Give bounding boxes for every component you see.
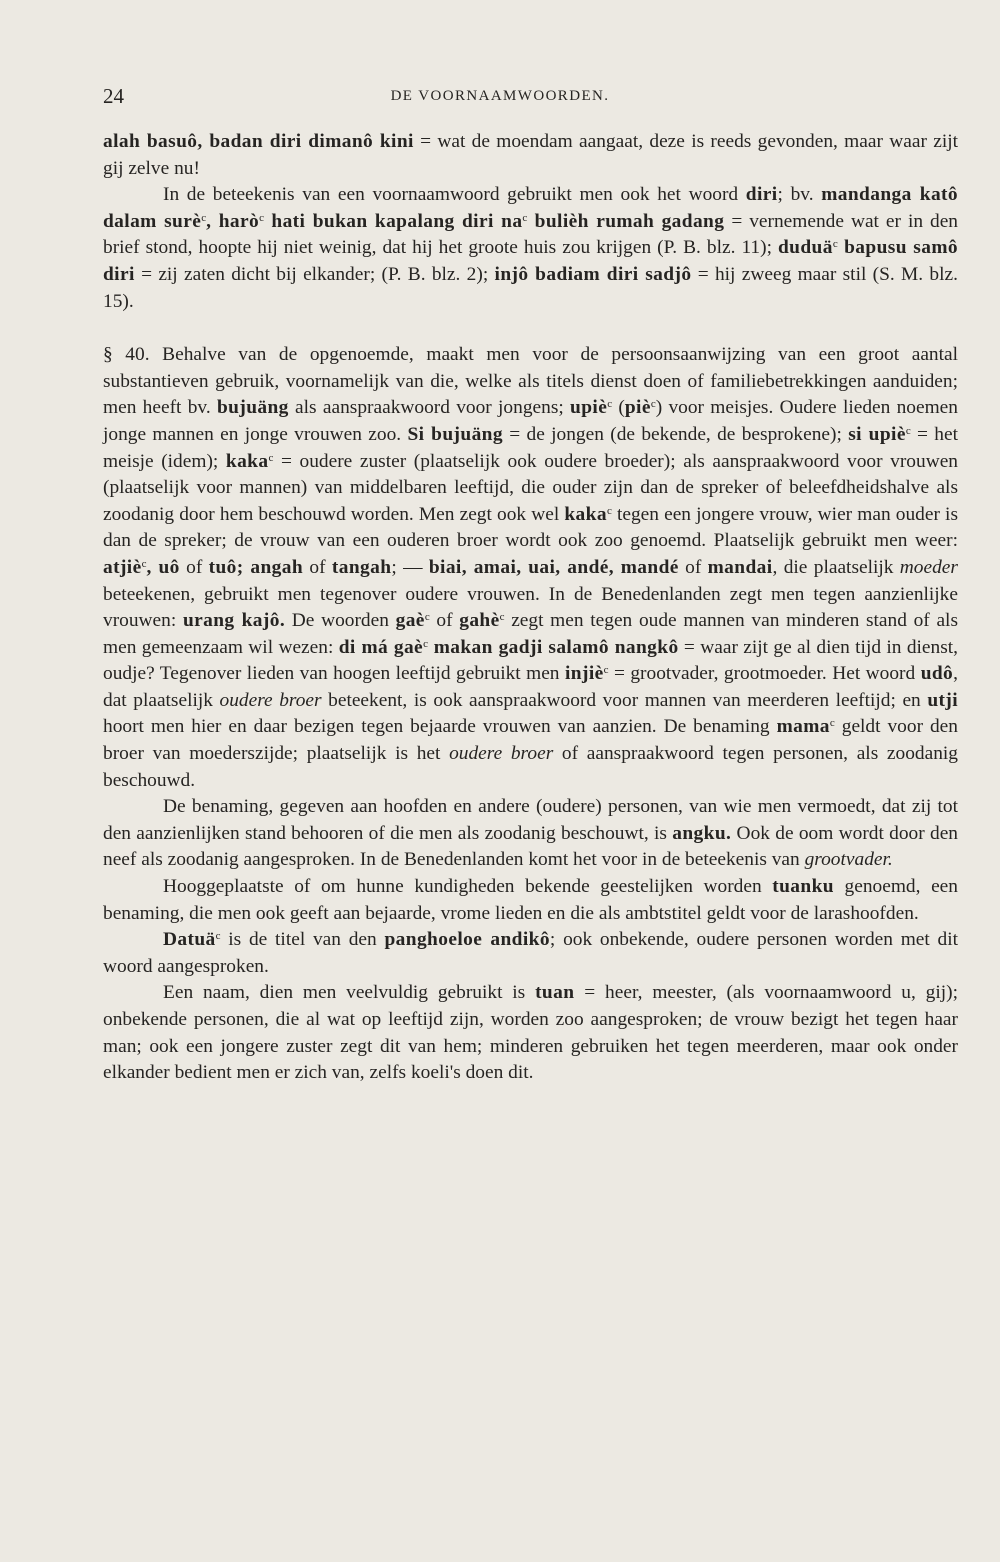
bold-term: utji (927, 689, 959, 711)
bold-term: gaè (395, 610, 425, 632)
paragraph (103, 342, 958, 794)
bold-term: tangah (331, 556, 392, 578)
bold-term: , harò (206, 210, 260, 232)
superscript-mark: c (201, 211, 207, 224)
text-run: = het meisje (idem); (103, 423, 958, 472)
superscript-mark: c (650, 398, 656, 411)
text-run: als aanspraakwoord voor jongens; (288, 397, 571, 419)
text-run: = heer, meester, (als voornaamwoord u, gij); onbekende personen, die al wat op leeftijd zijn, worden zoo aangesproken; de vrouw bezigt het tegen haar man; ook een jongere zuster zegt dit van hem; minderen gebruiken het tegen meerderen, maar ook onder elkander bedient men er zich van, zelfs koeli's doen dit. (103, 982, 958, 1084)
superscript-mark: c (259, 211, 265, 224)
text-run: ( (612, 397, 625, 419)
paragraph (103, 794, 958, 874)
text-run: § 40. Behalve van de opgenoemde, maakt men voor de persoonsaanwijzing van een groot aantal substantieven gebruik, voornamelijk van die, welke als titels dienst doen of familiebetrekkingen aanduiden; men heeft bv. (103, 344, 958, 419)
text-run: Hooggeplaatste of om hunne kundigheden bekende geestelijken worden (163, 876, 773, 898)
page-number: 24 (103, 84, 124, 108)
paragraph (103, 927, 958, 980)
italic-term: moeder (899, 556, 958, 578)
text-run: ; ook onbekende, oudere personen worden met dit woord aangesproken. (103, 929, 959, 977)
superscript-mark: c (522, 211, 528, 224)
text-run: De benaming, gegeven aan hoofden en andere (oudere) personen, van wie men vermoedt, dat zij tot den aanzienlijken stand behooren of die men als zoodanig beschouwt, is (103, 796, 958, 844)
text-run: De woorden (285, 610, 396, 632)
bold-term: mandanga katô dalam surè (103, 184, 958, 232)
bold-term: bapusu samô diri (103, 237, 958, 285)
bold-term: gahè (459, 610, 500, 632)
bold-term: kaka (225, 450, 269, 472)
superscript-mark: c (499, 611, 505, 624)
text-run: is de titel van den (220, 929, 385, 951)
paragraph (103, 182, 958, 315)
superscript-mark: c (423, 637, 428, 650)
superscript-mark: c (424, 611, 430, 624)
bold-term: biai, amai, uai, andé, mandé (428, 556, 679, 578)
superscript-mark: c (215, 930, 221, 943)
text-run: Een naam, dien men veelvuldig gebruikt is (163, 982, 536, 1004)
superscript-mark: c (268, 451, 274, 464)
text-run: = waar zijt ge al dien tijd in dienst, oudje? Tegenover lieden van hoogen leeftijd gebruikt men (103, 636, 958, 685)
bold-term: tuanku (772, 876, 834, 898)
bold-term: bulièh rumah gadang (527, 210, 725, 232)
text-run: beteekent, is ook aanspraakwoord voor mannen van meerderen leeftijd; en (321, 689, 928, 711)
bold-term: bujuäng (216, 397, 289, 419)
text-run: genoemd, een benaming, die men ook geeft aan bejaarde, vrome lieden en die als ambtstitel geldt voor de larashoofden. (103, 876, 958, 924)
bold-term: piè (624, 397, 651, 419)
paragraph (103, 129, 958, 182)
text-run: beteekenen, gebruikt men tegenover oudere vrouwen. In de Benedenlanden zegt men tegen aanzienlijke vrouwen: (103, 583, 958, 632)
text-run: of (429, 610, 460, 632)
bold-term: duduä (777, 237, 833, 259)
page-header (103, 78, 897, 110)
text-run: tegen een jongere vrouw, wier man ouder is dan de spreker; de vrouw van een ouderen broer wordt ook zoo genoemd. Plaatselijk gebruikt men weer: (103, 503, 958, 552)
text-run: geldt voor den broer van moederszijde; plaatselijk is het (103, 716, 958, 765)
text-run: Ook de oom wordt door den neef als zoodanig aangesproken. In de Benedenlanden komt het voor in de beteekenis van (103, 822, 958, 871)
text-run: of (678, 556, 708, 578)
text-run: zegt men tegen oude mannen van minderen stand of als men gemeenzaam wil wezen: (103, 610, 958, 658)
bold-term: urang kajô. (182, 610, 286, 632)
text-run: ) voor meisjes. Oudere lieden noemen jonge mannen en jonge vrouwen zoo. (103, 397, 958, 445)
superscript-mark: c (606, 504, 612, 517)
bold-term: di má gaè (338, 636, 424, 658)
bold-term: mandai (707, 556, 773, 578)
bold-term: si upiè (848, 423, 906, 445)
text-run: = oudere zuster (plaatselijk ook oudere broeder); als aanspraakwoord voor vrouwen (plaatselijk voor mannen) van middelbaren leeftijd, die ouder zijn dan de spreker of beleefdheidshalve als zoodanig door hem beschouwd worden. Men zegt ook wel (103, 450, 959, 525)
text-run: hoort men hier en daar bezigen tegen bejaarde vrouwen van aanzien. De benaming (103, 716, 777, 738)
text-run: , dat plaatselijk (103, 663, 959, 711)
bold-term: tuô; angah (208, 556, 304, 578)
superscript-mark: c (829, 717, 835, 730)
body-text (103, 129, 958, 1087)
bold-term: hati bukan kapalang diri na (264, 210, 523, 232)
text-run: = hij zweeg maar stil (S. M. blz. 15). (103, 263, 958, 312)
text-run: ; — (391, 556, 429, 578)
bold-term: tuan (535, 982, 575, 1004)
paragraph (103, 980, 958, 1086)
bold-term: upiè (570, 397, 608, 419)
italic-term: grootvader. (804, 849, 893, 871)
bold-term: Si bujuäng (407, 423, 503, 445)
bold-term: , uô (146, 556, 180, 578)
bold-term: kaka (564, 503, 607, 525)
paragraph (103, 874, 958, 927)
text-run: of (303, 556, 332, 578)
bold-term: diri (745, 184, 778, 206)
superscript-mark: c (603, 664, 609, 677)
bold-term: Datuä (163, 929, 216, 951)
bold-term: injiè (564, 663, 604, 685)
text-run: of (179, 556, 209, 578)
bold-term: makan gadji salamô nangkô (427, 636, 679, 658)
text-run: = zij zaten dicht bij elkander; (P. B. blz. 2); (134, 263, 495, 285)
text-run: = wat de moendam aangaat, deze is reeds gevonden, maar waar zijt gij zelve nu! (103, 131, 958, 179)
superscript-mark: c (905, 424, 911, 437)
superscript-mark: c (607, 398, 613, 411)
running-title: DE VOORNAAMWOORDEN. (390, 88, 610, 104)
bold-term: injô badiam diri sadjô (494, 263, 692, 285)
text-run: = vernemende wat er in den brief stond, hoopte hij niet weinig, dat hij het groote huis zou krijgen (P. B. blz. 11); (103, 210, 958, 259)
text-run: of aanspraakwoord tegen personen, als zoodanig beschouwd. (103, 743, 958, 791)
text-run: ; bv. (777, 184, 822, 206)
text-run: In de beteekenis van een voornaamwoord gebruikt men ook het woord (163, 184, 746, 206)
italic-term: oudere broer (449, 743, 554, 765)
bold-term: mama (776, 716, 830, 738)
bold-term: atjiè (103, 556, 142, 578)
bold-term: alah basuô, badan diri dimanô kini (103, 131, 414, 152)
superscript-mark: c (141, 557, 147, 570)
superscript-mark: c (832, 238, 838, 251)
bold-term: panghoeloe andikô (384, 929, 550, 951)
text-run: = grootvader, grootmoeder. Het woord (608, 663, 921, 685)
text-run: = de jongen (de bekende, de besprokene); (502, 423, 849, 445)
bold-term: udô (920, 663, 954, 685)
italic-term: oudere broer (219, 689, 322, 711)
bold-term: angku. (672, 822, 732, 844)
text-run: , die plaatselijk (772, 556, 900, 578)
